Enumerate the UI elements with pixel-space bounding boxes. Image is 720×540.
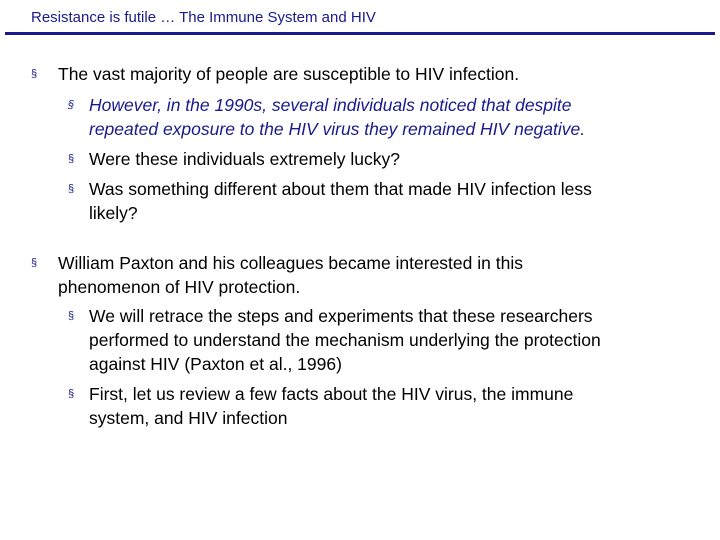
bullet-text: First, let us review a few facts about the HIV virus, the immune xyxy=(89,384,574,404)
bullet-text: We will retrace the steps and experiments that these researchers xyxy=(89,306,593,326)
bullet-marker-icon: § xyxy=(68,310,75,322)
bullet-marker-icon: § xyxy=(31,68,38,80)
bullet-item xyxy=(31,251,523,299)
bullet-item xyxy=(31,62,520,86)
sub-bullet-item xyxy=(68,93,586,141)
bullet-text: performed to understand the mechanism underlying the protection xyxy=(89,330,601,350)
bullet-text: Were these individuals extremely lucky? xyxy=(89,149,400,169)
bullet-text: Was something different about them that made HIV infection less xyxy=(89,179,592,199)
bullet-marker-icon: § xyxy=(68,153,75,165)
bullet-marker-icon: § xyxy=(68,388,75,400)
sub-bullet-item xyxy=(68,304,601,376)
title-divider xyxy=(5,32,715,35)
bullet-marker-icon: § xyxy=(31,257,38,269)
bullet-text: William Paxton and his colleagues became interested in this xyxy=(58,253,523,273)
slide-title: Resistance is futile … The Immune System and HIV xyxy=(31,9,376,26)
bullet-marker-icon: § xyxy=(68,99,75,111)
bullet-text: repeated exposure to the HIV virus they remained HIV negative. xyxy=(89,119,586,139)
sub-bullet-item xyxy=(68,382,574,430)
bullet-text: against HIV (Paxton et al., 1996) xyxy=(89,354,342,374)
sub-bullet-item xyxy=(68,147,400,171)
bullet-text: However, in the 1990s, several individuals noticed that despite xyxy=(89,95,572,115)
bullet-text: phenomenon of HIV protection. xyxy=(58,277,301,297)
bullet-text: The vast majority of people are susceptible to HIV infection. xyxy=(58,64,520,84)
bullet-text: system, and HIV infection xyxy=(89,408,288,428)
bullet-text: likely? xyxy=(89,203,138,223)
bullet-marker-icon: § xyxy=(68,183,75,195)
sub-bullet-item xyxy=(68,177,592,225)
